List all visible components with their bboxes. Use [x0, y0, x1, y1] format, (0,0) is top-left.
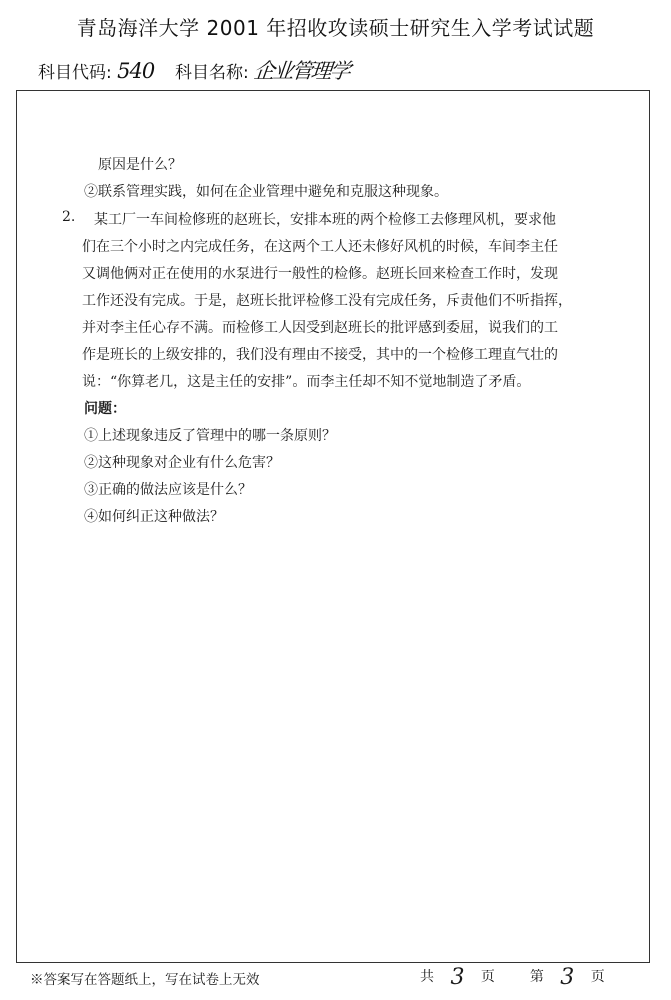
exam-title: 青岛海洋大学 2001 年招收攻读硕士研究生入学考试试题 [76, 16, 595, 40]
current-page: 3 [560, 965, 575, 990]
paragraph-line: 说：“你算老几，这是主任的安排”。而李主任却不知不觉地制造了矛盾。 [82, 374, 531, 390]
sub-question: ④如何纠正这种做法？ [84, 509, 224, 525]
text-line: 原因是什么？ [98, 157, 182, 173]
total-pages-prefix: 共 [420, 969, 434, 985]
subject-code-value: 540 [117, 59, 155, 83]
subject-name-label: 科目名称: [175, 63, 249, 83]
paragraph-line: 并对李主任心存不满。而检修工人因受到赵班长的批评感到委屈，说我们的工 [82, 320, 558, 336]
subject-code-label: 科目代码: [38, 63, 112, 83]
current-page-suffix: 页 [590, 969, 605, 985]
page-counter [420, 962, 605, 990]
sub-question: ②这种现象对企业有什么危害？ [84, 455, 280, 471]
paragraph-line: 某工厂一车间检修班的赵班长，安排本班的两个检修工去修理风机，要求他 [94, 212, 556, 228]
paragraph-line: 们在三个小时之内完成任务，在这两个工人还未修好风机的时候，车间李主任 [82, 239, 558, 255]
footer-note: ※答案写在答题纸上，写在试卷上无效 [30, 972, 260, 988]
question-number: 2. [62, 209, 76, 225]
subject-name-value: 企业管理学 [252, 59, 351, 83]
paragraph-line: 工作还没有完成。于是，赵班长批评检修工没有完成任务，斥责他们不听指挥， [82, 293, 572, 309]
sub-question: ①上述现象违反了管理中的哪一条原则？ [84, 428, 336, 444]
text-line: ②联系管理实践，如何在企业管理中避免和克服这种现象。 [84, 184, 448, 200]
current-page-prefix: 第 [529, 969, 544, 985]
sub-question: ③正确的做法应该是什么？ [84, 482, 252, 498]
questions-heading: 问题： [84, 401, 126, 417]
subject-info [38, 55, 349, 85]
paragraph-line: 作是班长的上级安排的，我们没有理由不接受，其中的一个检修工理直气壮的 [82, 347, 558, 363]
paragraph-line: 又调他俩对正在使用的水泵进行一般性的检修。赵班长回来检查工作时，发现 [82, 266, 558, 282]
total-pages: 3 [450, 965, 465, 990]
total-pages-suffix: 页 [480, 969, 495, 985]
